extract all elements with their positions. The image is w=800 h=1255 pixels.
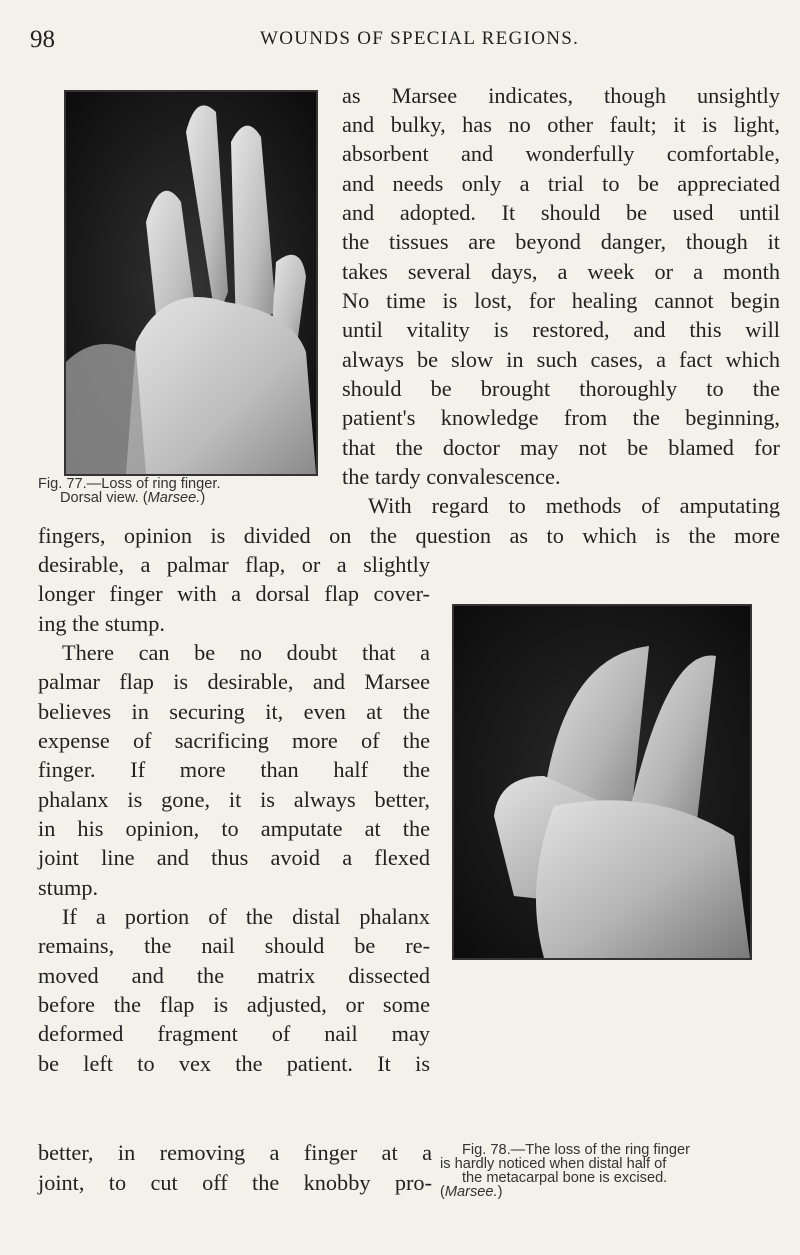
text-line: always be slow in such cases, a fact which bbox=[342, 347, 780, 372]
text-line: finger. If more than half the bbox=[38, 757, 430, 782]
caption-text: Dorsal view. ( bbox=[60, 490, 148, 506]
text-line: patient's knowledge from the beginning, bbox=[342, 405, 780, 430]
text-line: If a portion of the distal phalanx bbox=[62, 904, 430, 929]
text-line: and needs only a trial to be appreciated bbox=[342, 171, 780, 196]
text-line: No time is lost, for healing cannot begin bbox=[342, 288, 780, 313]
text-line: until vitality is restored, and this will bbox=[342, 317, 780, 342]
text-line: expense of sacrificing more of the bbox=[38, 728, 430, 753]
running-head: WOUNDS OF SPECIAL REGIONS. bbox=[260, 28, 580, 49]
text-line: palmar flap is desirable, and Marsee bbox=[38, 669, 430, 694]
caption-text: ) bbox=[497, 1184, 503, 1200]
text-line: absorbent and wonderfully comfortable, bbox=[342, 141, 780, 166]
text-line: and bulky, has no other fault; it is light, bbox=[342, 112, 780, 137]
text-line: and adopted. It should be used until bbox=[342, 200, 780, 225]
text-line: ing the stump. bbox=[38, 611, 165, 636]
text-line: be left to vex the patient. It is bbox=[38, 1051, 430, 1076]
text-line: believes in securing it, even at the bbox=[38, 699, 430, 724]
text-line: desirable, a palmar flap, or a slightly bbox=[38, 552, 430, 577]
text-line: joint, to cut off the knobby pro- bbox=[38, 1170, 432, 1195]
figure-78-caption-line: Fig. 78.—The loss of the ring finger bbox=[462, 1142, 690, 1158]
text-line: should be brought thoroughly to the bbox=[342, 376, 780, 401]
hand-dorsal-illustration bbox=[66, 92, 316, 474]
text-line: phalanx is gone, it is always better, bbox=[38, 787, 430, 812]
figure-77-photo bbox=[64, 90, 318, 476]
figure-77-caption-line: Fig. 77.—Loss of ring finger. bbox=[38, 476, 221, 492]
text-line: stump. bbox=[38, 875, 99, 900]
figure-78-photo bbox=[452, 604, 752, 960]
text-line: moved and the matrix dissected bbox=[38, 963, 430, 988]
text-line: longer finger with a dorsal flap cover- bbox=[38, 581, 430, 606]
text-line: There can be no doubt that a bbox=[62, 640, 430, 665]
caption-source: Marsee. bbox=[147, 490, 201, 506]
figure-78-caption-line: the metacarpal bone is excised. bbox=[462, 1170, 668, 1186]
caption-text: ( bbox=[440, 1184, 445, 1200]
figure-78-caption-line bbox=[440, 1185, 502, 1199]
caption-text: ) bbox=[200, 490, 206, 506]
text-line: the tissues are beyond danger, though it bbox=[342, 229, 780, 254]
text-line: the tardy convalescence. bbox=[342, 464, 561, 489]
text-line: in his opinion, to amputate at the bbox=[38, 816, 430, 841]
text-line: better, in removing a finger at a bbox=[38, 1140, 432, 1165]
text-line: that the doctor may not be blamed for bbox=[342, 435, 780, 460]
text-line: With regard to methods of amputating bbox=[368, 493, 780, 518]
page-number: 98 bbox=[30, 26, 55, 53]
text-line: fingers, opinion is divided on the question as to which is the more bbox=[38, 523, 780, 548]
text-line: takes several days, a week or a month bbox=[342, 259, 780, 284]
text-line: as Marsee indicates, though unsightly bbox=[342, 83, 780, 108]
text-line: remains, the nail should be re- bbox=[38, 933, 430, 958]
text-line: deformed fragment of nail may bbox=[38, 1021, 430, 1046]
text-line: before the flap is adjusted, or some bbox=[38, 992, 430, 1017]
caption-source: Marsee. bbox=[444, 1184, 498, 1200]
figure-78-caption-line: is hardly noticed when distal half of bbox=[440, 1156, 667, 1172]
figure-77-caption-line bbox=[60, 491, 205, 505]
hand-palmar-illustration bbox=[454, 606, 750, 958]
text-line: joint line and thus avoid a flexed bbox=[38, 845, 430, 870]
